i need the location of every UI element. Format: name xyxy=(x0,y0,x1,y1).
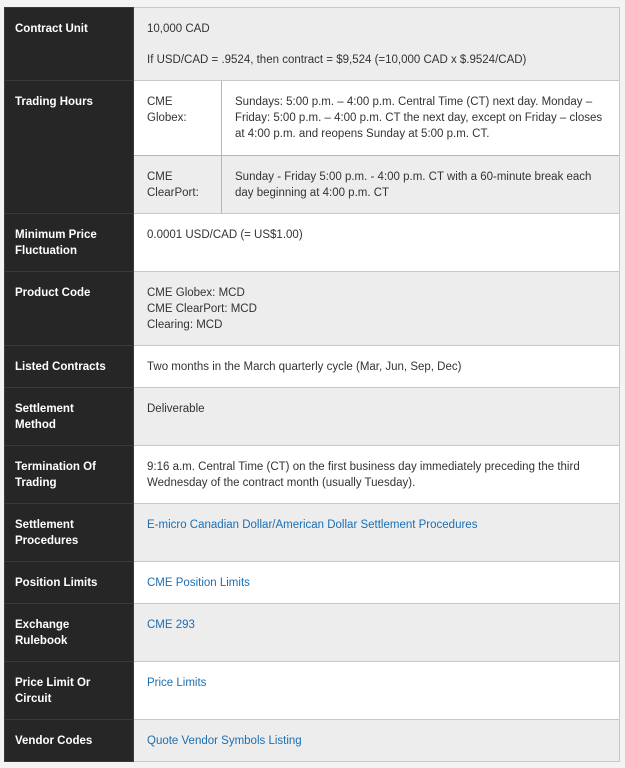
trading-hours-cell xyxy=(134,81,620,214)
row-position-limits xyxy=(5,562,620,604)
row-vendor-codes xyxy=(5,720,620,762)
settlement-procedures-cell xyxy=(134,504,620,562)
exchange-rulebook-label: Exchange Rulebook xyxy=(5,604,134,662)
listed-contracts-label: Listed Contracts xyxy=(5,346,134,388)
row-exchange-rulebook xyxy=(5,604,620,662)
trading-hours-globex-row xyxy=(134,81,619,155)
position-limits-label: Position Limits xyxy=(5,562,134,604)
price-limits-link[interactable]: Price Limits xyxy=(147,677,207,689)
contract-unit-label: Contract Unit xyxy=(5,8,134,81)
contract-unit-value: 10,000 CAD xyxy=(147,23,210,35)
min-price-fluctuation-value: 0.0001 USD/CAD (= US$1.00) xyxy=(134,214,620,272)
trading-hours-label: Trading Hours xyxy=(5,81,134,214)
position-limits-cell xyxy=(134,562,620,604)
venue-clearport: CME ClearPort: xyxy=(134,155,222,213)
row-price-limit xyxy=(5,662,620,720)
contract-unit-note: If USD/CAD = .9524, then contract = $9,524 (=10,000 CAD x $.9524/CAD) xyxy=(147,54,527,66)
settlement-procedures-link[interactable]: E-micro Canadian Dollar/American Dollar Settlement Procedures xyxy=(147,519,478,531)
row-min-price-fluctuation xyxy=(5,214,620,272)
hours-clearport: Sunday - Friday 5:00 p.m. - 4:00 p.m. CT with a 60-minute break each day beginning at 4:00 p.m. CT xyxy=(222,155,620,213)
product-code-globex: CME Globex: MCD xyxy=(147,287,245,299)
product-code-clearport: CME ClearPort: MCD xyxy=(147,303,257,315)
product-code-cell xyxy=(134,272,620,346)
settlement-method-value: Deliverable xyxy=(134,388,620,446)
row-product-code xyxy=(5,272,620,346)
trading-hours-clearport-row xyxy=(134,155,619,213)
settlement-procedures-label: Settlement Procedures xyxy=(5,504,134,562)
contract-specs-table xyxy=(4,7,620,762)
settlement-method-label: Settlement Method xyxy=(5,388,134,446)
vendor-codes-label: Vendor Codes xyxy=(5,720,134,762)
product-code-clearing: Clearing: MCD xyxy=(147,319,223,331)
row-contract-unit xyxy=(5,8,620,81)
contract-unit-cell xyxy=(134,8,620,81)
exchange-rulebook-cell xyxy=(134,604,620,662)
position-limits-link[interactable]: CME Position Limits xyxy=(147,577,250,589)
price-limit-cell xyxy=(134,662,620,720)
row-settlement-procedures xyxy=(5,504,620,562)
price-limit-label: Price Limit Or Circuit xyxy=(5,662,134,720)
trading-hours-subtable xyxy=(134,81,619,213)
row-settlement-method xyxy=(5,388,620,446)
hours-globex: Sundays: 5:00 p.m. – 4:00 p.m. Central Time (CT) next day. Monday – Friday: 5:00 p.m. – 4:00 p.m. CT the next day, except on Friday – closes at 4:00 p.m. and reopens Sunday at 5:00 p.m. CT. xyxy=(235,96,603,140)
min-price-fluctuation-label: Minimum Price Fluctuation xyxy=(5,214,134,272)
termination-value: 9:16 a.m. Central Time (CT) on the first business day immediately preceding the third Wednesday of the contract month (usually Tuesday). xyxy=(134,446,620,504)
vendor-symbols-link[interactable]: Quote Vendor Symbols Listing xyxy=(147,735,302,747)
termination-label: Termination Of Trading xyxy=(5,446,134,504)
exchange-rulebook-link[interactable]: CME 293 xyxy=(147,619,195,631)
venue-globex: CME Globex: xyxy=(134,81,222,155)
product-code-label: Product Code xyxy=(5,272,134,346)
vendor-codes-cell xyxy=(134,720,620,762)
listed-contracts-value: Two months in the March quarterly cycle (Mar, Jun, Sep, Dec) xyxy=(134,346,620,388)
row-trading-hours xyxy=(5,81,620,214)
row-termination-of-trading xyxy=(5,446,620,504)
row-listed-contracts xyxy=(5,346,620,388)
